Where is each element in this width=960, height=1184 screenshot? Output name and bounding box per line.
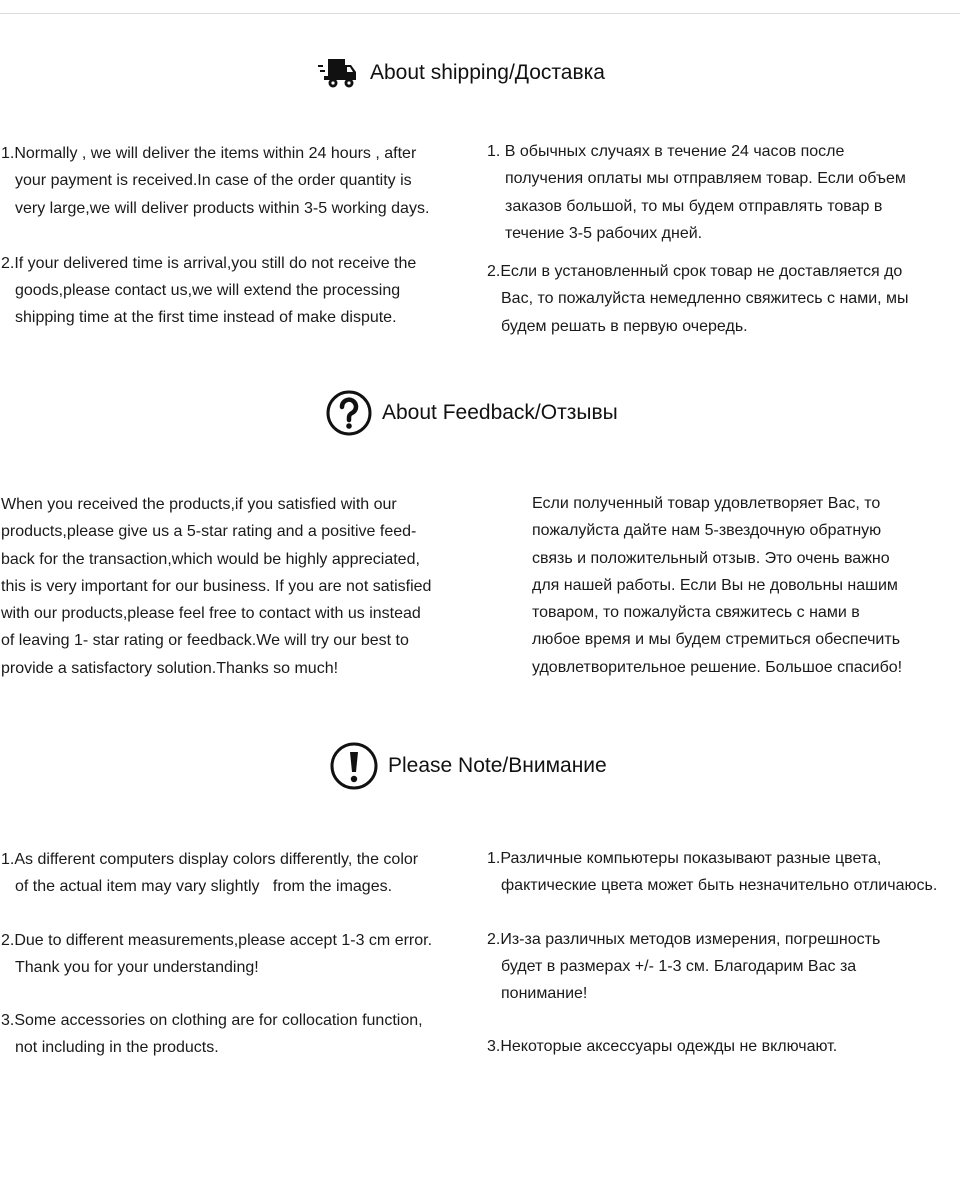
note-english-column	[1, 846, 432, 1062]
shipping-title: About shipping/Доставка	[370, 61, 605, 84]
shipping-en-item-1: 1.Normally , we will deliver the items within 24 hours , after your payment is received.In case of the order quantity is very large,we will deliver products within 3-5 working days.	[1, 145, 430, 217]
shipping-ru-item-2: 2.Если в установленный срок товар не доставляется до Вас, то пожалуйста немедленно свяжитесь с нами, мы будем решать в первую очередь.	[487, 263, 909, 335]
note-title: Please Note/Внимание	[388, 754, 607, 777]
exclamation-circle-icon	[330, 741, 378, 791]
note-en-item-3: 3.Some accessories on clothing are for collocation function, not including in the products.	[1, 1012, 423, 1057]
shipping-russian-column	[487, 138, 909, 340]
question-circle-icon	[326, 390, 372, 436]
note-en-item-1: 1.As different computers display colors differently, the color of the actual item may vary slightly from the images.	[1, 851, 419, 896]
feedback-heading	[326, 390, 618, 436]
note-ru-item-3: 3.Некоторые аксессуары одежды не включают.	[487, 1038, 838, 1056]
feedback-russian-column: Если полученный товар удовлетворяет Вас, то пожалуйста дайте нам 5-звездочную обратную связь и положительный отзыв. Это очень важно для нашей работы. Если Вы не довольны нашим товаром, то пожалуйста свяжитесь с нами в любое время и мы будем стремиться обеспечить удовлетворительное решение. Большое спасибо!	[532, 495, 903, 676]
delivery-truck-icon	[318, 56, 356, 90]
note-russian-column	[487, 845, 937, 1061]
shipping-en-item-2: 2.If your delivered time is arrival,you still do not receive the goods,please contact us,we will extend the processing shipping time at the first time instead of make dispute.	[1, 254, 417, 327]
note-heading	[330, 741, 607, 791]
top-divider	[0, 13, 960, 14]
shipping-ru-item-1: 1. В обычных случаях в течение 24 часов после получения оплаты мы отправляем товар. Если объем заказов большой, то мы будем отправлять товар в течение 3-5 рабочих дней.	[487, 143, 906, 242]
shipping-english-column	[1, 140, 429, 332]
feedback-title: About Feedback/Отзывы	[382, 401, 618, 424]
shipping-heading	[318, 56, 605, 90]
note-ru-item-2: 2.Из-за различных методов измерения, погрешность будет в размерах +/- 1-3 см. Благодарим Вас за понимание!	[487, 930, 881, 1003]
note-ru-item-1: 1.Различные компьютеры показывают разные цвета, фактические цвета может быть незначительно отличаюсь.	[487, 850, 938, 895]
note-en-item-2: 2.Due to different measurements,please accept 1-3 cm error. Thank you for your understanding!	[1, 931, 433, 976]
feedback-english-column: When you received the products,if you satisfied with our products,please give us a 5-star rating and a positive feed- back for the transaction,which would be highly appreciated, this is very important for our business. If you are not satisfied with our products,please feel free to contact with us instead of leaving 1- star rating or feedback.We will try our best to provide a satisfactory solution.Thanks so much!	[1, 496, 432, 677]
